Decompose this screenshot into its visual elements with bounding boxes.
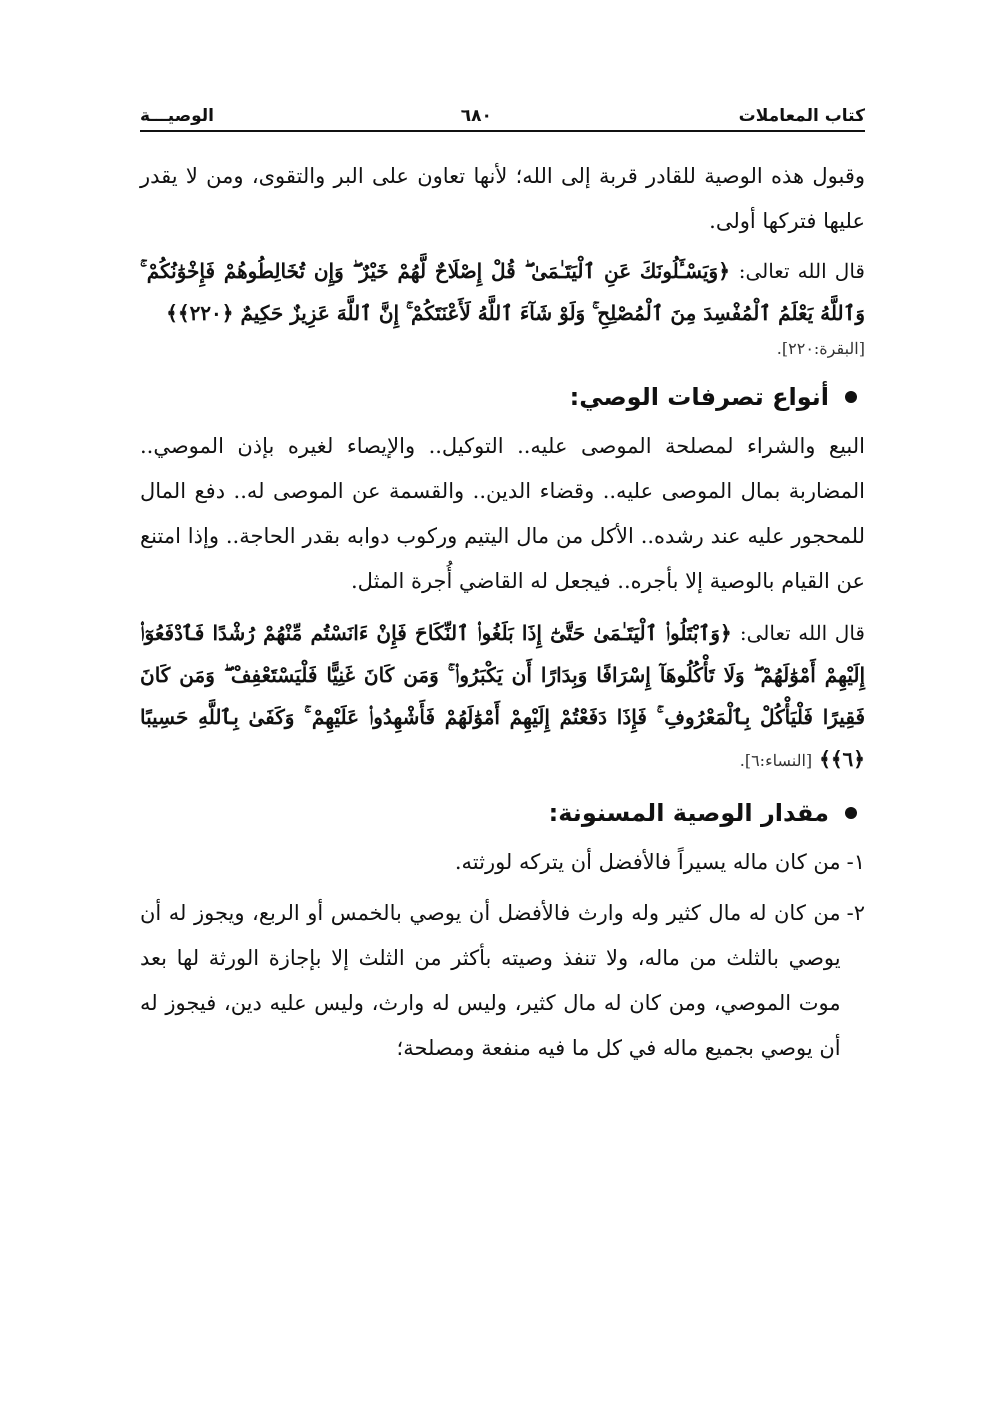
verse-reference: [النساء:٦]. (739, 751, 813, 770)
page-number: ٦٨٠ (460, 106, 492, 126)
section-heading-guardian-actions (140, 370, 865, 424)
heading-text: مقدار الوصية المسنونة: (548, 799, 829, 827)
list-item (140, 891, 865, 1071)
heading-text: أنواع تصرفات الوصي: (569, 383, 829, 411)
bullet-icon (845, 391, 857, 403)
guardian-actions-paragraph: البيع والشراء لمصلحة الموصى عليه.. التوكيل.. والإيصاء لغيره بإذن الموصي.. المضاربة بمال الموصى عليه.. وقضاء الدين.. والقسمة عن الموصى له.. دفع المال للمحجور عليه عند رشده.. الأكل من مال اليتيم وركوب دوابه بقدر الحاجة.. وإذا امتنع عن القيام بالوصية إلا بأجره.. فيجعل له القاضي أُجرة المثل. (140, 434, 865, 593)
running-header (140, 96, 865, 132)
quote-prefix: قال الله تعالى: (739, 621, 865, 645)
book-title: كتاب المعاملات (738, 106, 865, 126)
quran-quote-baqarah (140, 250, 865, 334)
list-item (140, 840, 865, 885)
item-number: ٢- (846, 901, 865, 925)
item-text: من كان ماله يسيراً فالأفضل أن يتركه لورثته. (454, 850, 841, 874)
verse-reference: [البقرة:٢٢٠]. (776, 339, 865, 358)
intro-paragraph: وقبول هذه الوصية للقادر قربة إلى الله؛ لأنها تعاون على البر والتقوى، ومن لا يقدر عليها فتركها أولى. (140, 164, 865, 233)
bullet-icon (845, 807, 857, 819)
item-number: ١- (846, 850, 865, 874)
section-heading-will-amount (140, 786, 865, 840)
quran-quote-nisa (140, 612, 865, 782)
chapter-title: الوصيـــة (140, 106, 214, 126)
quote-prefix: قال الله تعالى: (738, 259, 865, 283)
item-text: من كان له مال كثير وله وارث فالأفضل أن يوصي بالخمس أو الربع، ويجوز له أن يوصي بالثلث من ماله، ولا تنفذ وصيته بأكثر من الثلث إلا بإجازة الورثة لها بعد موت الموصي، ومن كان له مال كثير، وليس له وارث، وليس عليه دين، فيجوز له أن يوصي بجميع ماله في كل ما فيه منفعة ومصلحة؛ (140, 901, 841, 1060)
quran-verse: ﴿وَٱبْتَلُوا۟ ٱلْيَتَـٰمَىٰ حَتَّىٰٓ إِذَا بَلَغُوا۟ ٱلنِّكَاحَ فَإِنْ ءَانَسْتُم مِّنْهُمْ رُشْدًا فَٱدْفَعُوٓا۟ إِلَيْهِمْ أَمْوَٰلَهُمْ ۖ وَلَا تَأْكُلُوهَآ إِسْرَافًا وَبِدَارًا أَن يَكْبَرُوا۟ ۚ وَمَن كَانَ غَنِيًّا فَلْيَسْتَعْفِفْ ۖ وَمَن كَانَ فَقِيرًا فَلْيَأْكُلْ بِٱلْمَعْرُوفِ ۚ فَإِذَا دَفَعْتُمْ إِلَيْهِمْ أَمْوَٰلَهُمْ فَأَشْهِدُوا۟ عَلَيْهِمْ ۚ وَكَفَىٰ بِٱللَّهِ حَسِيبًا ﴿٦﴾﴾ (140, 621, 865, 771)
book-page (140, 96, 865, 1071)
quran-verse: ﴿وَيَسْـَٔلُونَكَ عَنِ ٱلْيَتَـٰمَىٰ ۖ قُلْ إِصْلَاحٌ لَّهُمْ خَيْرٌ ۖ وَإِن تُخَالِطُوهُمْ فَإِخْوَٰنُكُمْ ۚ وَٱللَّهُ يَعْلَمُ ٱلْمُفْسِدَ مِنَ ٱلْمُصْلِحِ ۚ وَلَوْ شَآءَ ٱللَّهُ لَأَعْنَتَكُمْ ۚ إِنَّ ٱللَّهَ عَزِيزٌ حَكِيمٌ ﴿٢٢٠﴾﴾ (140, 259, 865, 325)
